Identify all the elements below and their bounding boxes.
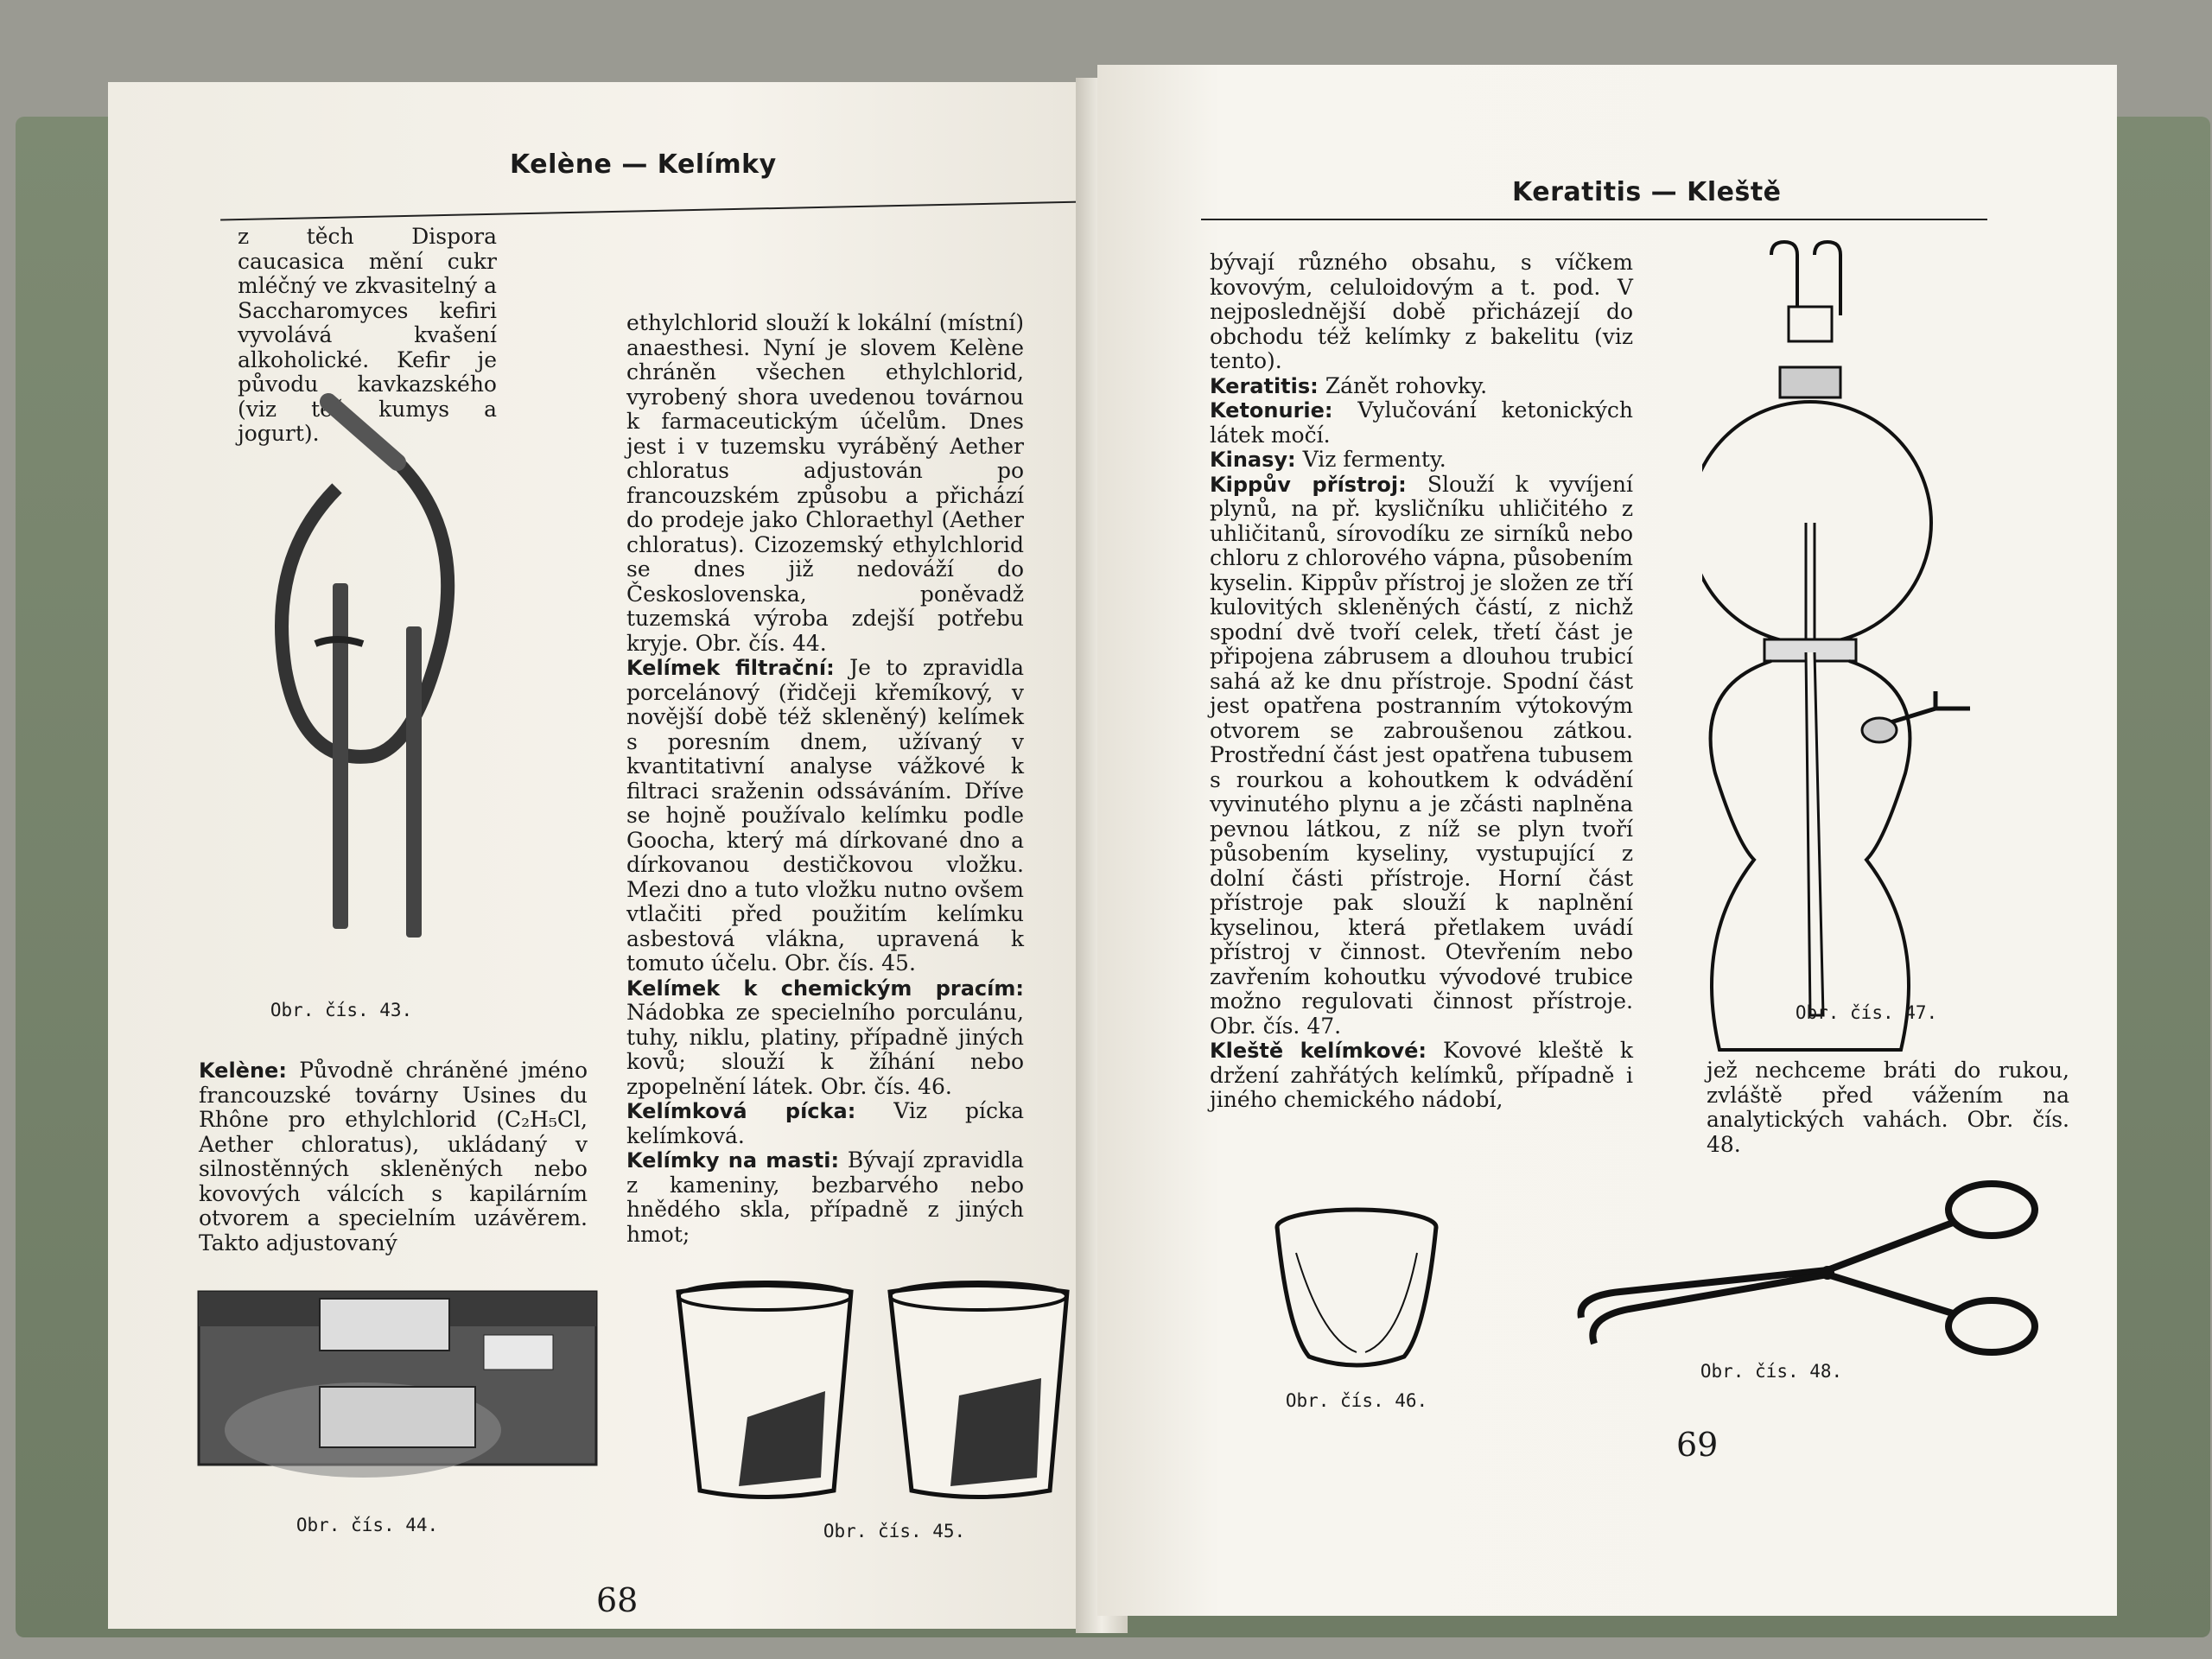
caption-fig-48: Obr. čís. 48. [1700, 1361, 1843, 1382]
entry-keratitis [1210, 374, 1633, 399]
entry-kelimky-continuation [1210, 251, 1633, 374]
text-kleste-kelimkove: Kovové kleště k držení zahřátých kelímků, případně i jiného chemického nádobí, [1210, 1038, 1633, 1112]
running-head-left: Kelène — Kelímky [510, 149, 777, 180]
term-kinasy: Kinasy: [1210, 448, 1296, 472]
figure-44-ampoule-box [190, 1283, 605, 1508]
figure-47-kipp-apparatus [1702, 238, 1979, 1067]
left-page [108, 82, 1128, 1629]
text-kinasy: Viz fermenty. [1295, 447, 1446, 472]
text-kelimky-continuation: bývají různého obsahu, s víčkem kovovým, celuloidovým a t. pod. V nejposlednější době přicházejí do obchodu též kelímky z bakelitu (viz tento). [1210, 250, 1633, 373]
term-kelimek-filtracni: Kelímek filtrační: [626, 656, 835, 680]
term-kleste-kelimkove: Kleště kelímkové: [1210, 1039, 1427, 1063]
caption-fig-43: Obr. čís. 43. [270, 1000, 413, 1020]
text-kelene: Původně chráněné jméno francouzské továrny Usines du Rhône pro ethylchlorid (C₂H₅Cl, Aether chloratus), ukládaný v silnostěnných skleněných nebo kovových válcích s kapilárním otvorem a specielním uzávěrem. Takto adjustovaný [199, 1058, 588, 1255]
kleste-continuation: jež nechceme bráti do rukou, zvláště před vážením na analytických vahách. Obr. čís. 48. [1707, 1058, 2069, 1157]
caption-fig-44: Obr. čís. 44. [296, 1515, 439, 1535]
text-ethylchlorid: ethylchlorid slouží k lokální (místní) anaesthesi. Nyní je slovem Kelène chráněn všechen ethylchlorid, vyrobený shora uvedenou továrnou k farmaceutickým účelům. Dnes jest i v tuzemsku vyráběný Aether chloratus adjustován po francouzském způsobu a přichází do prodeje jako Chloraethyl (Aether chloratus). Cizozemský ethylchlorid se dnes již nedováží do Československa, poněvadž tuzemská výroba zdejší potřebu kryje. Obr. čís. 44. [626, 310, 1024, 656]
text-kelimkova-picka: Viz pícka kelímková. [626, 1098, 1024, 1148]
left-column-1-bottom [199, 1058, 588, 1255]
right-page [1097, 65, 2117, 1616]
entry-ethylchlorid [626, 311, 1024, 656]
entry-kleste-kelimkove [1210, 1039, 1633, 1113]
term-kelene: Kelène: [199, 1058, 287, 1083]
entry-kelimkova-picka [626, 1099, 1024, 1148]
figure-45-crucibles [670, 1279, 1102, 1503]
text-keratitis: Zánět rohovky. [1318, 372, 1488, 398]
figure-46-crucible [1270, 1201, 1443, 1374]
term-kelimkova-picka: Kelímková pícka: [626, 1099, 856, 1123]
entry-ketonurie [1210, 398, 1633, 448]
header-rule-right [1201, 219, 1987, 220]
term-keratitis: Keratitis: [1210, 373, 1319, 398]
term-ketonurie: Ketonurie: [1210, 398, 1333, 423]
figure-43-needle [268, 385, 458, 989]
entry-kippuv-pristroj [1210, 473, 1633, 1039]
entry-kinasy [1210, 448, 1633, 473]
text-kelimek-filtracni: Je to zpravidla porcelánový (řidčeji křemíkový, v novější době též skleněný) kelímek s poresním dnem, užívaný v kvantitativní analyse vážkové k filtraci sraženin odssáváním. Dříve se hojně používalo kelímku podle Goocha, který má dírkované dno a dírkovanou destičkovou vložku. Mezi dno a tuto vložku nutno ovšem vtlačiti před použitím kelímku asbestová vlákna, upravená k tomuto účelu. Obr. čís. 45. [626, 655, 1024, 976]
right-column-1 [1210, 251, 1633, 1113]
entry-kelimky-na-masti [626, 1148, 1024, 1247]
caption-fig-46: Obr. čís. 46. [1285, 1390, 1428, 1411]
entry-kelene [199, 1058, 588, 1255]
page-number-right: 69 [1676, 1426, 1719, 1464]
header-rule-left [220, 201, 1084, 221]
text-ketonurie: Vylučování ketonických látek močí. [1210, 397, 1633, 448]
entry-kelimek-filtracni [626, 656, 1024, 976]
term-kelimky-na-masti: Kelímky na masti: [626, 1148, 840, 1173]
entry-kelimek-chem [626, 976, 1024, 1100]
text-kelimky-na-masti: Bývají zpravidla z kameniny, bezbarvého nebo hnědého skla, případně z jiných hmot; [626, 1147, 1025, 1247]
left-column-2 [626, 311, 1024, 1247]
caption-fig-47: Obr. čís. 47. [1795, 1002, 1938, 1023]
running-head-right: Keratitis — Kleště [1512, 177, 1782, 207]
term-kippuv-pristroj: Kippův přístroj: [1210, 472, 1407, 497]
caption-fig-45: Obr. čís. 45. [823, 1521, 966, 1541]
right-column-2 [1707, 1058, 2069, 1157]
kefir-continuation: z těch Dispora caucasica mění cukr mléčný ve zkvasitelný a Saccharomyces kefiri vyvolává kvašení alkoholické. Kefir je původu kavkazského (viz též kumys a jogurt). [238, 224, 497, 446]
text-kelimek-chem: Nádobka ze specielního porculánu, tuhy, niklu, platiny, případně jiných kovů; slouží k žíhání nebo zpopelnění látek. Obr. čís. 46. [626, 1000, 1024, 1099]
text-kippuv-pristroj: Slouží k vyvíjení plynů, na př. kysličníku uhličitého z uhličitanů, sírovodíku ze sirníků nebo chloru z chlorového vápna, působením kyselin. Kippův přístroj je složen ze tří kulovitých skleněných částí, z nichž spodní dvě tvoří celek, třetí část je připojena zábrusem a dlouhou trubicí sahá až ke dnu přístroje. Spodní část jest opatřena postranním výtokovým otvorem se zabroušenou zátkou. Prostřední část jest opatřena tubusem s rourkou a kohoutkem k odvádění vyvinutého plynu a je zčásti naplněna pevnou látkou, z níž se plyn tvoří působením kyseliny, vystupující z dolní části přístroje. Horní část přístroje pak slouží k naplnění kyselinou, která přetlakem uvádí přístroj v činnost. Otevřením nebo zavřením kohoutku vývodové trubice možno regulovati činnost přístroje. Obr. čís. 47. [1210, 471, 1633, 1039]
term-kelimek-chem: Kelímek k chemickým pracím: [626, 976, 1024, 1001]
page-number-left: 68 [596, 1581, 639, 1619]
